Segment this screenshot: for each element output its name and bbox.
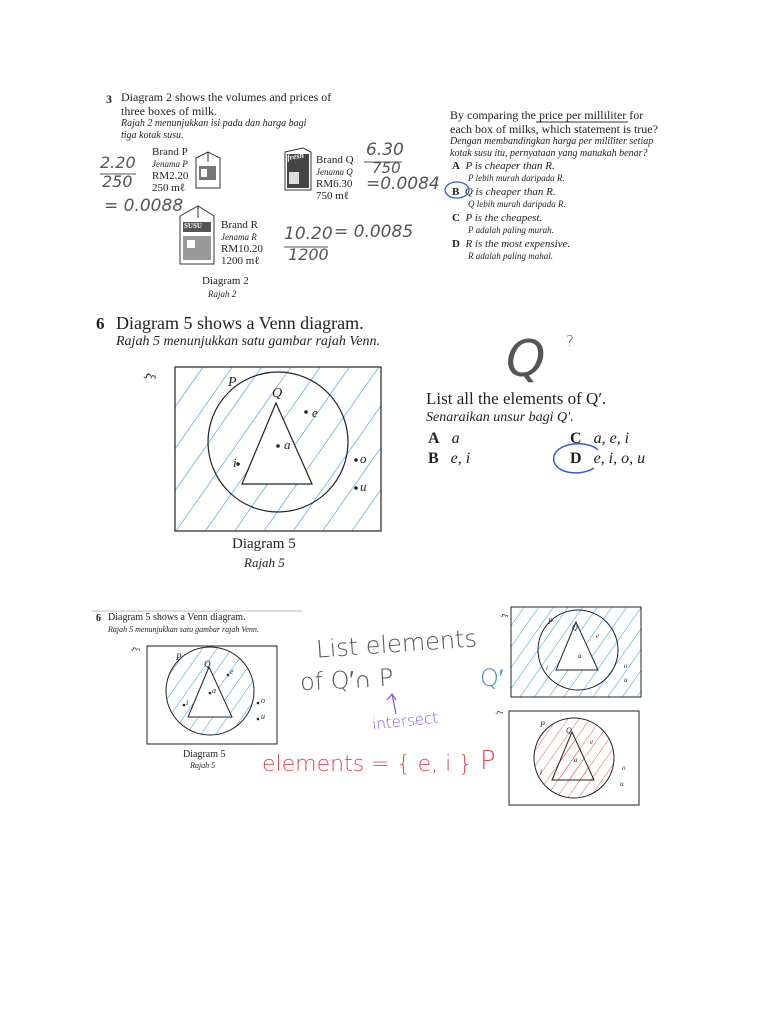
q6b-side-xi-1: ξ [500, 613, 510, 618]
q6b-element-e: e [230, 667, 234, 676]
q6b-element-o: o [261, 696, 265, 705]
q6b-side1-i: i [546, 664, 548, 672]
q6b-diagram-caption-my: Rajah 5 [190, 761, 216, 770]
q6-option-b[interactable] [428, 450, 470, 468]
brand-q-label [316, 154, 354, 202]
brand-r-price: RM10.20 [221, 243, 263, 255]
brand-p-label [152, 146, 188, 194]
q6-diagram-caption: Diagram 5 [232, 536, 296, 552]
milk-box-p-icon [192, 148, 222, 190]
q3-option-c-my: P adalah paling murah. [468, 225, 554, 235]
brand-p-name: Brand P [152, 146, 188, 158]
brand-q-price: RM6.30 [316, 178, 353, 190]
q3-annot-p-num: 2.20 [100, 153, 136, 172]
q6b-stem-my: Rajah 5 menunjukkan satu gambar rajah Venn. [108, 625, 259, 634]
q6-option-c-letter: C [570, 430, 582, 447]
diagram-2-caption-my: Rajah 2 [208, 289, 237, 299]
q6-option-a-letter: A [428, 430, 440, 447]
q3-option-a-text: P is cheaper than R. [465, 160, 555, 172]
q6b-side1-u: u [624, 676, 628, 684]
q6b-side1-a: a [578, 652, 582, 660]
q3-option-c[interactable] [452, 212, 570, 224]
q3-question-line1: By comparing the price per milliliter for [450, 108, 644, 122]
q6b-side1-p: P [548, 617, 553, 626]
q6b-element-u: u [261, 712, 265, 721]
q3-question-line2: each box of milks, which statement is true? [450, 122, 658, 136]
q6b-set-q-label: Q [204, 659, 211, 669]
q6b-side1-o: o [624, 662, 628, 670]
q3-question-my-line1: Dengan membandingkan harga per mililiter setiap [450, 136, 654, 147]
brand-r-name: Brand R [221, 219, 258, 231]
underline-price-per-milliliter [536, 120, 636, 124]
q6-element-e: e [312, 405, 318, 420]
q6-element-i: i [233, 455, 237, 470]
q3-option-c-text: P is the cheapest. [465, 212, 543, 224]
q3-option-a[interactable] [452, 160, 570, 172]
q6b-side-q-label: Q′ [480, 664, 504, 692]
box-r-label: SUSU [184, 222, 202, 230]
q6-option-a[interactable] [428, 430, 460, 448]
brand-p-volume: 250 mℓ [152, 182, 186, 194]
q3-option-d[interactable] [452, 238, 570, 250]
q6-option-b-letter: B [428, 450, 439, 467]
q6b-element-a: a [212, 686, 216, 695]
q6b-side1-e: e [596, 632, 600, 640]
q6b-number: 6 [96, 613, 101, 624]
q6b-note-intersect: intersect [371, 708, 439, 734]
q6-answer-circle-icon [548, 440, 604, 480]
q3-option-d-my: R adalah paling mahal. [468, 251, 553, 261]
q3-number: 3 [106, 92, 112, 106]
brand-r-label [221, 219, 263, 267]
q6b-stem: Diagram 5 shows a Venn diagram. [108, 612, 246, 623]
q3-option-a-letter: A [452, 160, 460, 172]
q3-stem-line1: Diagram 2 shows the volumes and prices of [121, 90, 332, 104]
q6b-element-i: i [186, 698, 189, 707]
q6b-note-line1: List elements [315, 624, 478, 664]
q3-stem-my-line1: Rajah 2 menunjukkan isi padu dan harga bagi [121, 118, 307, 129]
q6-set-q-label: Q [272, 386, 283, 401]
q6-set-p-label: P [228, 375, 237, 390]
diagram-2-caption: Diagram 2 [202, 275, 249, 287]
q6-option-a-text: a [451, 430, 460, 447]
milk-box-r-icon [178, 204, 218, 266]
q6b-diagram-caption: Diagram 5 [183, 749, 226, 760]
q6-stem: Diagram 5 shows a Venn diagram. [116, 313, 364, 333]
q6b-side-xi-2: ξ [495, 710, 505, 715]
q6-annot-q: Q [506, 330, 546, 388]
q6b-side2-i: i [540, 768, 542, 776]
q3-annot-q-result: =0.0084 [366, 174, 440, 194]
q6-diagram-caption-my: Rajah 5 [244, 555, 285, 570]
q3-stem-line2: three boxes of milk. [121, 104, 217, 118]
q3-question-my-line2: kotak susu itu, pernyataan yang manakah benar? [450, 148, 648, 159]
q3-annot-q-den: 750 [372, 159, 401, 177]
q6b-side-venn-q-complement [510, 606, 642, 698]
q6-number: 6 [96, 314, 105, 333]
q6-element-a: a [284, 437, 291, 452]
q3-annot-q-num: 6.30 [366, 140, 404, 160]
q6b-venn-diagram [146, 645, 278, 745]
q3-option-a-my: P lebih murah daripada R. [468, 173, 565, 183]
q3-annot-p-result: = 0.0088 [104, 196, 184, 216]
q3-stem [121, 90, 331, 142]
q6b-set-p-label: P [176, 652, 182, 662]
q6-universal-set-symbol: ξ [142, 373, 157, 379]
brand-p-price: RM2.20 [152, 170, 189, 182]
q3-option-d-text: R is the most expensive. [465, 238, 571, 250]
q3-option-b-text: Q is cheaper than R. [464, 186, 556, 198]
q6-element-u: u [360, 479, 367, 494]
q6b-universal-set-symbol: ξ [130, 647, 141, 651]
q6b-side2-e: e [590, 738, 594, 746]
brand-p-jenama: Jenama P [152, 159, 188, 169]
q3-annot-r-result: = 0.0085 [334, 222, 414, 242]
q6b-side-p-label: P [480, 746, 496, 776]
brand-q-jenama: Jenama Q [316, 167, 353, 177]
q3-option-b-letter: B [452, 186, 460, 198]
q6-option-d-letter: D [570, 450, 582, 467]
q6b-side2-a: a [574, 756, 578, 764]
q3-option-b-my: Q lebih murah daripada R. [468, 199, 566, 209]
q3-option-d-letter: D [452, 238, 460, 250]
q3-annot-r-num: 10.20 [284, 224, 333, 244]
q6b-side2-u: u [620, 780, 624, 788]
brand-q-name: Brand Q [316, 154, 354, 166]
q6-element-o: o [360, 451, 367, 466]
q6-option-c-text: a, e, i [593, 430, 630, 447]
q6-annot-prime: ? [566, 332, 574, 350]
q6b-side2-q: Q [566, 726, 572, 735]
q6-option-b-text: e, i [450, 450, 471, 467]
q3-stem-my-line2: tiga kotak susu. [121, 130, 184, 141]
q3-options [452, 160, 570, 262]
q6-option-d-text: e, i, o, u [593, 450, 646, 467]
q6-question: List all the elements of Q′. [426, 389, 607, 408]
q3-annot-p-den: 250 [102, 172, 133, 191]
q6b-note-line2: of Q′∩ P [299, 663, 395, 697]
q6-stem-my: Rajah 5 menunjukkan satu gambar rajah Venn. [116, 334, 381, 349]
q3-question [450, 108, 658, 160]
q3-answer-circle-icon [444, 180, 472, 200]
box-q-label: fresh [286, 150, 305, 163]
q3-option-c-letter: C [452, 212, 460, 224]
brand-q-volume: 750 mℓ [316, 190, 350, 202]
q6b-side2-p: P [540, 720, 545, 729]
q6-question-my: Senaraikan unsur bagi Q′. [426, 410, 574, 425]
q3-annot-r-den: 1200 [288, 245, 329, 264]
q6b-side1-q: Q [572, 623, 578, 632]
q6b-side2-o: o [622, 764, 626, 772]
brand-r-volume: 1200 mℓ [221, 255, 260, 267]
q6b-note-answer: elements = { e, i } [262, 752, 473, 777]
brand-r-jenama: Jenama R [221, 232, 257, 242]
